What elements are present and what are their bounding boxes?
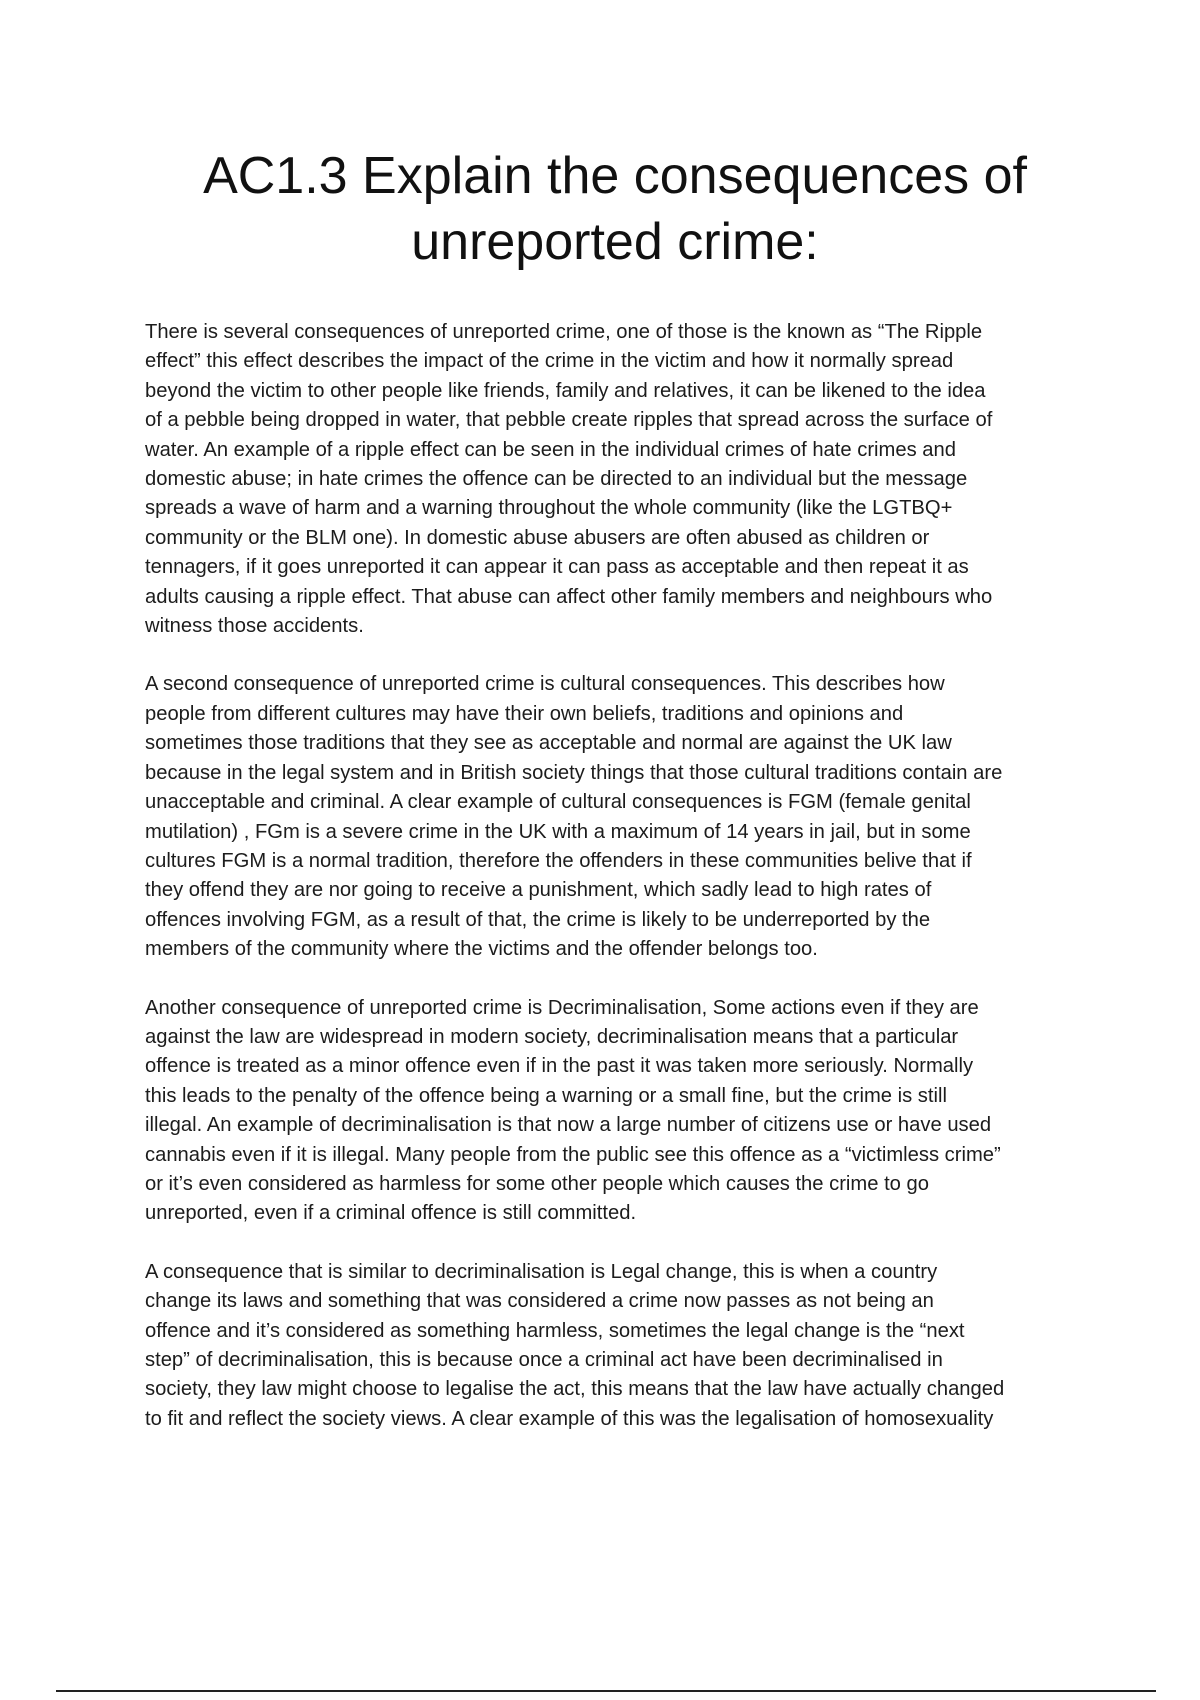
page-title: AC1.3 Explain the consequences of unreported crime:: [203, 147, 1027, 271]
page-bottom-divider: [56, 1690, 1156, 1692]
paragraph-decriminalisation: Another consequence of unreported crime is Decriminalisation, Some actions even if they are against the law are widespread in modern society, decriminalisation means that a particular offence is treated as a minor offence even if in the past it was taken more seriously. Normally this leads to the penalty of the offence being a warning or a small fine, but the crime is still illegal. An example of decriminalisation is that now a large number of citizens use or have used cannabis even if it is illegal. Many people from the public see this offence as a “victimless crime” or it’s even considered as harmless for some other people which causes the crime to go unreported, even if a criminal offence is still committed.: [145, 996, 1001, 1225]
paragraph-cultural-consequences: A second consequence of unreported crime is cultural consequences. This describes how people from different cultures may have their own beliefs, traditions and opinions and sometimes those traditions that they see as acceptable and normal are against the UK law because in the legal system and in British society things that those cultural traditions contain are unacceptable and criminal. A clear example of cultural consequences is FGM (female genital mutilation) , FGm is a severe crime in the UK with a maximum of 14 years in jail, but in some cultures FGM is a normal tradition, therefore the offenders in these communities belive that if they offend they are nor going to receive a punishment, which sadly lead to high rates of offences involving FGM, as a result of that, the crime is likely to be underreported by the members of the community where the victims and the offender belongs too.: [145, 673, 1003, 961]
paragraph-legal-change: A consequence that is similar to decriminalisation is Legal change, this is when a country change its laws and something that was considered a crime now passes as not being an offence and it’s considered as something harmless, sometimes the legal change is the “next step” of decriminalisation, this is because once a criminal act have been decriminalised in society, they law might choose to legalise the act, this means that the law have actually changed to fit and reflect the society views. A clear example of this was the legalisation of homosexuality: [145, 1260, 1005, 1430]
document-body: [145, 318, 1100, 1463]
paragraph-ripple-effect: There is several consequences of unreported crime, one of those is the known as “The Ripple effect” this effect describes the impact of the crime in the victim and how it normally spread beyond the victim to other people like friends, family and relatives, it can be likened to the idea of a pebble being dropped in water, that pebble create ripples that spread across the surface of water. An example of a ripple effect can be seen in the individual crimes of hate crimes and domestic abuse; in hate crimes the offence can be directed to an individual but the message spreads a wave of harm and a warning throughout the whole community (like the LGTBQ+ community or the BLM one). In domestic abuse abusers are often abused as children or tennagers, if it goes unreported it can appear it can pass as acceptable and then repeat it as adults causing a ripple effect. That abuse can affect other family members and neighbours who witness those accidents.: [145, 321, 993, 638]
